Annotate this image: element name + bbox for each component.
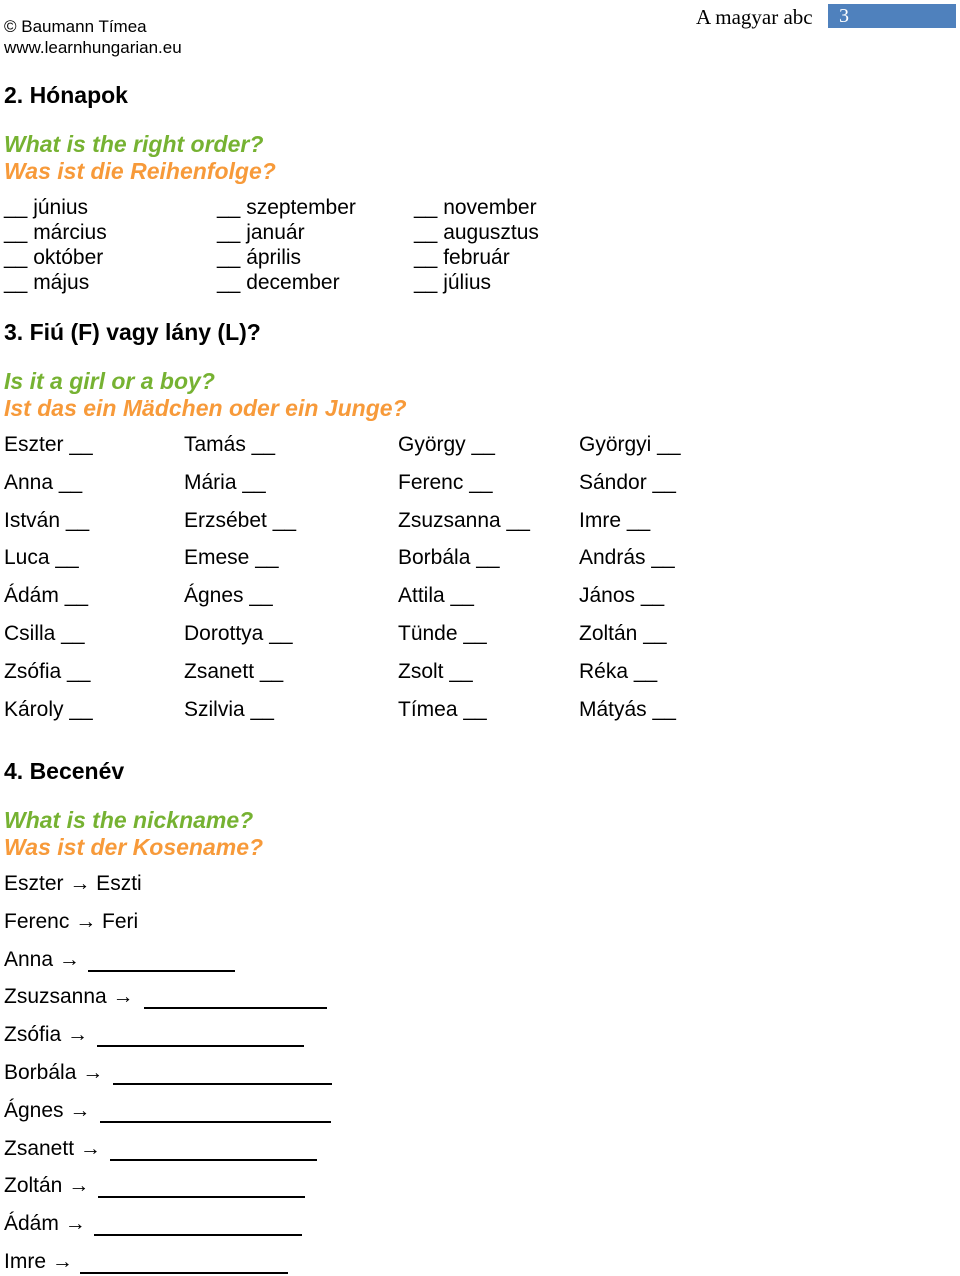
name-item: Szilvia __ (184, 698, 274, 721)
section-2-question-de: Was ist die Reihenfolge? (4, 158, 276, 184)
name-item: Luca __ (4, 546, 79, 569)
nickname-item: Imre → (4, 1250, 73, 1273)
section-3-question-en: Is it a girl or a boy? (4, 368, 215, 394)
name-item: Réka __ (579, 660, 658, 683)
nickname-item: Borbála → (4, 1061, 104, 1084)
name-item: Sándor __ (579, 471, 676, 494)
name-item: Zsófia __ (4, 660, 91, 683)
copyright-block (4, 16, 182, 58)
name-item: Eszter __ (4, 433, 93, 456)
nickname-item: Zsanett → (4, 1137, 101, 1160)
name-item: Csilla __ (4, 622, 85, 645)
name-item: Erzsébet __ (184, 509, 297, 532)
answer-blank-line[interactable] (80, 1272, 288, 1274)
month-item: __ február (414, 246, 510, 269)
name-item: Emese __ (184, 546, 279, 569)
answer-blank-line[interactable] (88, 970, 235, 972)
name-item: Györgyi __ (579, 433, 681, 456)
month-item: __ november (414, 196, 537, 219)
name-item: Ferenc __ (398, 471, 493, 494)
nickname-item: Ágnes → (4, 1099, 91, 1122)
name-item: Zsolt __ (398, 660, 473, 683)
section-4-heading: 4. Becenév (4, 758, 125, 784)
month-item: __ április (217, 246, 302, 269)
section-2-heading: 2. Hónapok (4, 82, 128, 108)
month-item: __ június (4, 196, 89, 219)
section-3-question-de: Ist das ein Mädchen oder ein Junge? (4, 395, 407, 421)
answer-blank-line[interactable] (100, 1121, 331, 1123)
month-item: __ szeptember (217, 196, 356, 219)
document-title: A magyar abc (696, 5, 813, 29)
name-item: Tímea __ (398, 698, 487, 721)
name-item: Tünde __ (398, 622, 487, 645)
name-item: Attila __ (398, 584, 474, 607)
nickname-item: Zsófia → (4, 1023, 89, 1046)
section-2-question-en: What is the right order? (4, 131, 264, 157)
month-item: __ december (217, 271, 340, 294)
answer-blank-line[interactable] (94, 1234, 302, 1236)
answer-blank-line[interactable] (110, 1159, 317, 1161)
page-number: 3 (839, 5, 849, 27)
name-item: Zsuzsanna __ (398, 509, 530, 532)
name-item: Mátyás __ (579, 698, 676, 721)
name-item: András __ (579, 546, 675, 569)
name-item: János __ (579, 584, 665, 607)
name-item: Tamás __ (184, 433, 276, 456)
answer-blank-line[interactable] (144, 1007, 327, 1009)
name-item: Ádám __ (4, 584, 89, 607)
nickname-item: Anna → (4, 948, 80, 971)
month-item: __ július (414, 271, 492, 294)
nickname-item: Eszter → Eszti (4, 872, 142, 895)
month-item: __ május (4, 271, 90, 294)
nickname-item: Ferenc → Feri (4, 910, 139, 933)
name-item: Borbála __ (398, 546, 500, 569)
name-item: György __ (398, 433, 495, 456)
copyright-text: © Baumann Tímea (4, 17, 147, 36)
answer-blank-line[interactable] (98, 1196, 305, 1198)
name-item: Imre __ (579, 509, 651, 532)
name-item: Ágnes __ (184, 584, 273, 607)
name-item: Mária __ (184, 471, 266, 494)
month-item: __ március (4, 221, 107, 244)
name-item: Zsanett __ (184, 660, 284, 683)
section-4-question-en: What is the nickname? (4, 807, 254, 833)
answer-blank-line[interactable] (97, 1045, 304, 1047)
answer-blank-line[interactable] (113, 1083, 332, 1085)
name-item: Károly __ (4, 698, 93, 721)
month-item: __ január (217, 221, 305, 244)
section-4-question-de: Was ist der Kosename? (4, 834, 264, 860)
name-item: Anna __ (4, 471, 83, 494)
month-item: __ augusztus (414, 221, 539, 244)
name-item: Dorottya __ (184, 622, 293, 645)
section-3-heading: 3. Fiú (F) vagy lány (L)? (4, 319, 261, 345)
name-item: Zoltán __ (579, 622, 667, 645)
nickname-item: Ádám → (4, 1212, 86, 1235)
month-item: __ október (4, 246, 104, 269)
website-text: www.learnhungarian.eu (4, 38, 182, 57)
nickname-item: Zsuzsanna → (4, 985, 134, 1008)
nickname-item: Zoltán → (4, 1174, 90, 1197)
name-item: István __ (4, 509, 90, 532)
